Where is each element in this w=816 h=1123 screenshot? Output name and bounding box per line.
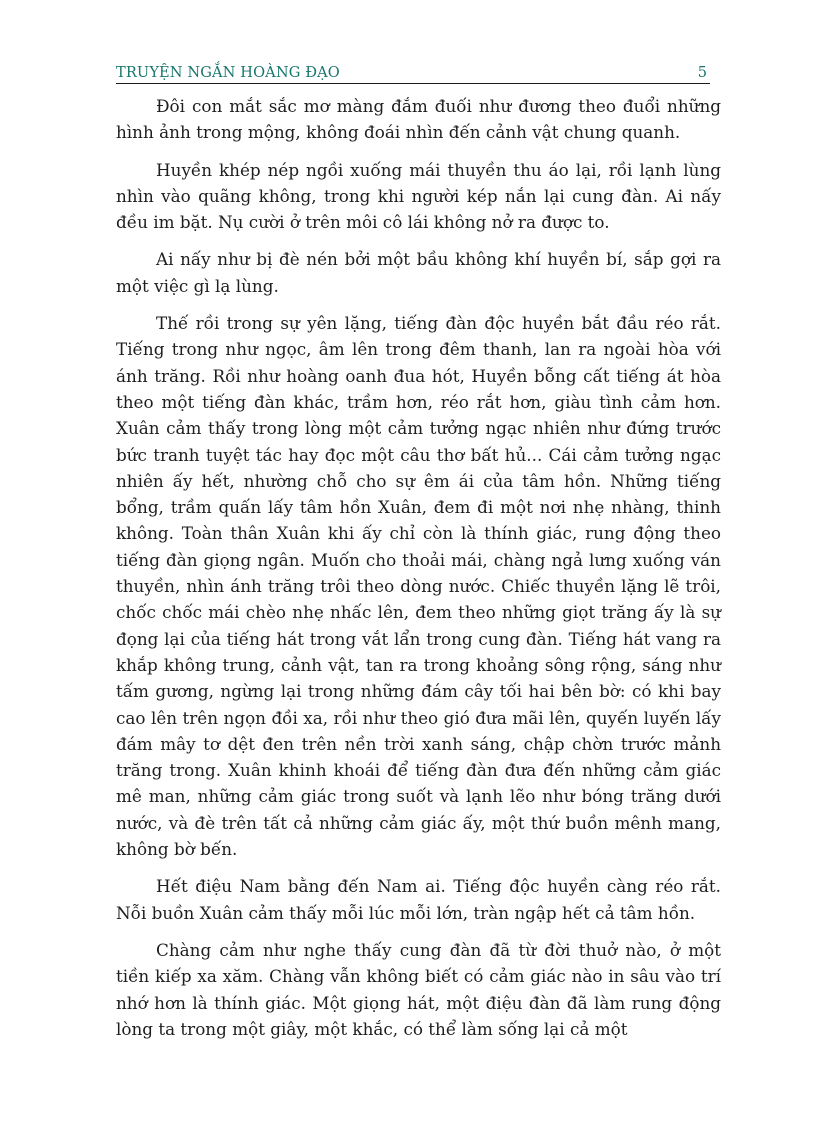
- paragraph: Huyền khép nép ngồi xuống mái thuyền thu áo lại, rồi lạnh lùng nhìn vào quãng không, trong khi người kép nắn lại cung đàn. Ai nấy đều im bặt. Nụ cười ở trên môi cô lái không nở ra được to.: [116, 159, 721, 233]
- paragraph: Chàng cảm như nghe thấy cung đàn đã từ đời thuở nào, ở một tiền kiếp xa xăm. Chàng vẫn không biết có cảm giác nào in sâu vào trí nhớ hơn là thính giác. Một giọng hát, một điệu đàn đã làm rung động lòng ta trong một giây, một khắc, có thể làm sống lại cả một: [116, 939, 721, 1039]
- paragraph: Thế rồi trong sự yên lặng, tiếng đàn độc huyền bắt đầu réo rắt. Tiếng trong như ngọc, âm lên trong đêm thanh, lan ra ngoài hòa với ánh trăng. Rồi như hoàng oanh đua hót, Huyền bỗng cất tiếng át hòa theo một tiếng đàn khác, trầm hơn, réo rắt hơn, giàu tình cảm hơn. Xuân cảm thấy trong lòng một cảm tưởng ngạc nhiên như đứng trước bức tranh tuyệt tác hay đọc một câu thơ bất hủ... Cái cảm tưởng ngạc nhiên ấy hết, nhường chỗ cho sự êm ái của tâm hồn. Những tiếng bổng, trầm quấn lấy tâm hồn Xuân, đem đi một nơi nhẹ nhàng, thinh không. Toàn thân Xuân khi ấy chỉ còn là thính giác, rung động theo tiếng đàn giọng ngân. Muốn cho thoải mái, chàng ngả lưng xuống ván thuyền, nhìn ánh trăng trôi theo dòng nước. Chiếc thuyền lặng lẽ trôi, chốc chốc mái chèo nhẹ nhấc lên, đem theo những giọt trăng ấy là sự đọng lại của tiếng hát trong vắt lẩn trong cung đàn. Tiếng hát vang ra khắp không trung, cảnh vật, tan ra trong khoảng sông rộng, sáng như tấm gương, ngừng lại trong những đám cây tối hai bên bờ: có khi bay cao lên trên ngọn đồi xa, rồi như theo gió đưa mãi lên, quyến luyến lấy đám mây tơ dệt đen trên nền trời xanh sáng, chập chờn trước mảnh trăng trong. Xuân khinh khoái để tiếng đàn đưa đến những cảm giác mê man, những cảm giác trong suốt và lạnh lẽo như bóng trăng dưới nước, và đè trên tất cả những cảm giác ấy, một thứ buồn mênh mang, không bờ bến.: [116, 313, 721, 860]
- page-number: 5: [697, 64, 707, 81]
- header-title: TRUYỆN NGẮN HOÀNG ĐẠO: [116, 64, 340, 81]
- paragraph: Ai nấy như bị đè nén bởi một bầu không khí huyền bí, sắp gợi ra một việc gì lạ lùng.: [116, 249, 721, 296]
- paragraph: Đôi con mắt sắc mơ màng đắm đuối như đương theo đuổi những hình ảnh trong mộng, không đoái nhìn đến cảnh vật chung quanh.: [116, 96, 721, 143]
- paragraph: Hết điệu Nam bằng đến Nam ai. Tiếng độc huyền càng réo rắt. Nỗi buồn Xuân cảm thấy mỗi lúc mỗi lớn, tràn ngập hết cả tâm hồn.: [116, 876, 721, 923]
- body-text: [116, 93, 721, 1053]
- running-header: [116, 63, 710, 84]
